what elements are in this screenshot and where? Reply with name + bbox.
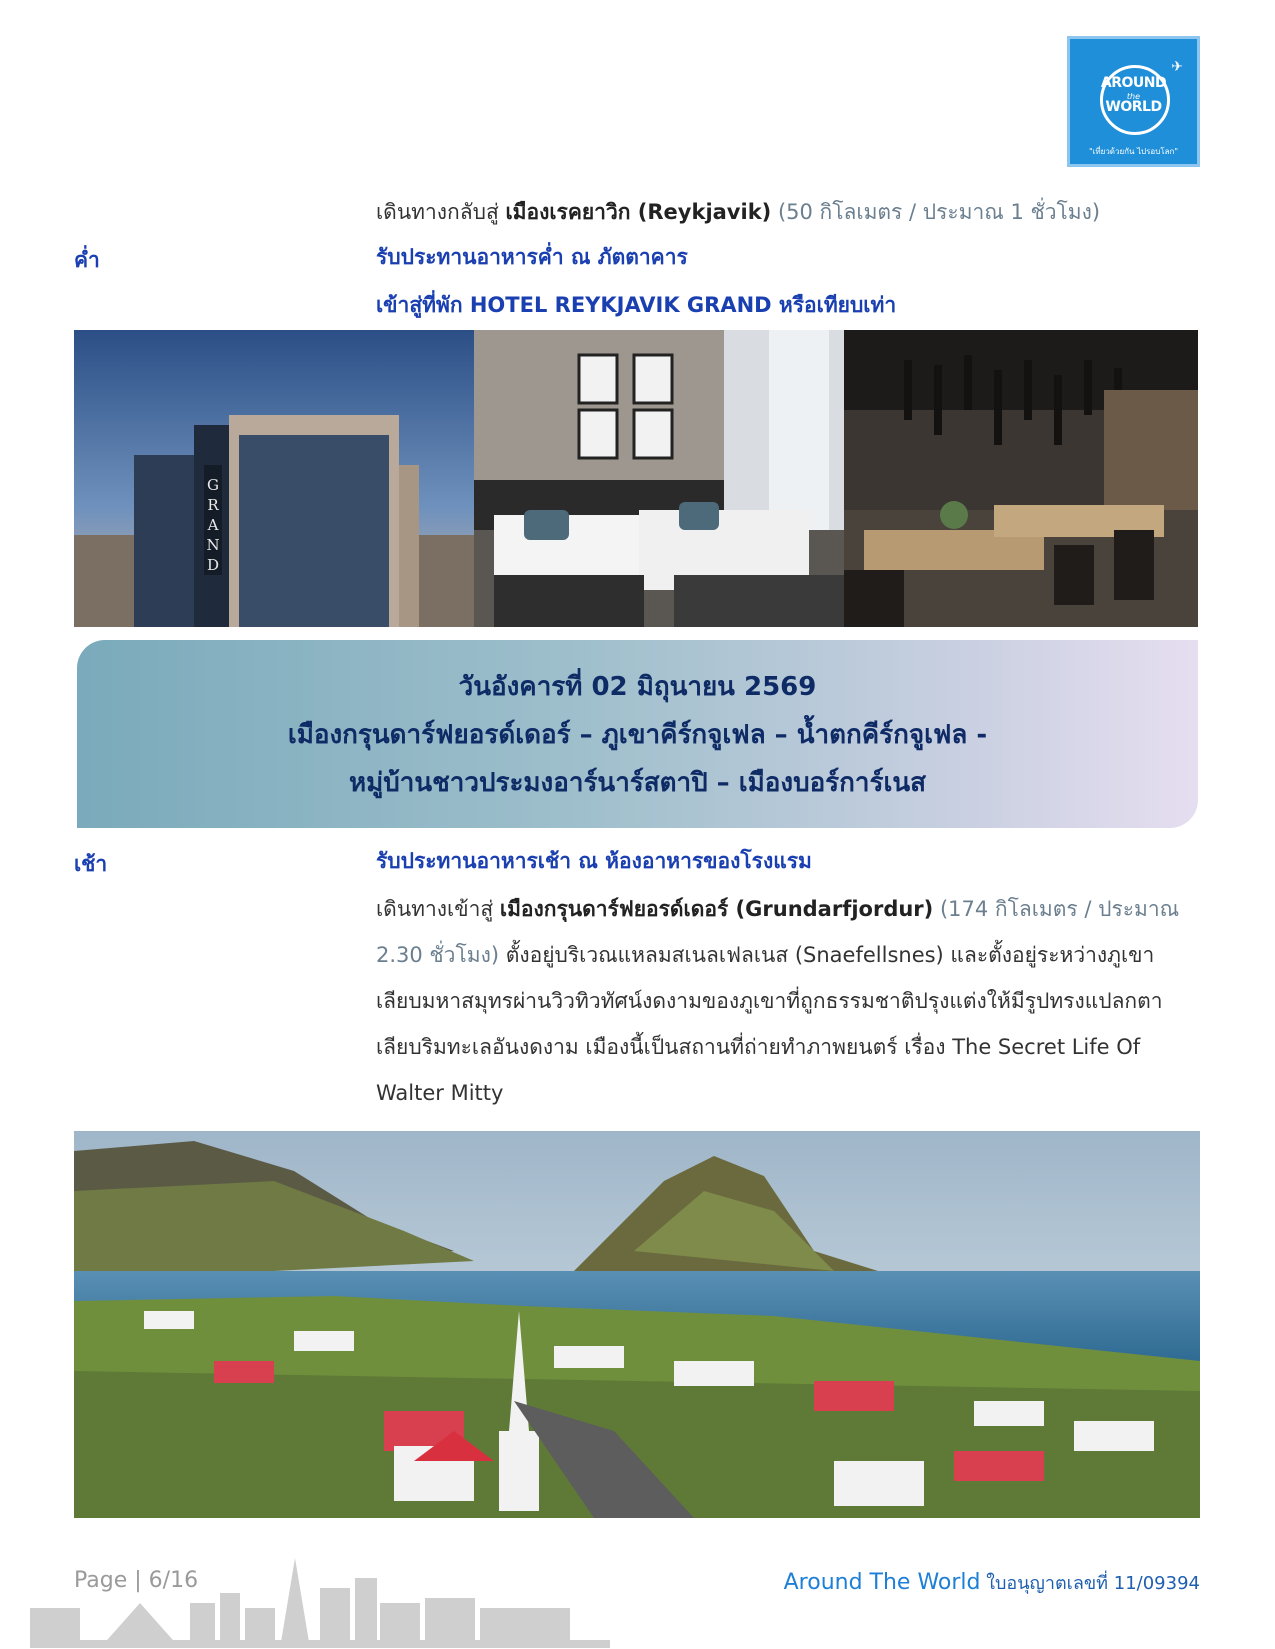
morning-label: เช้า [74,852,108,876]
travel-distance: (50 กิโลเมตร / ประมาณ 1 ชั่วโมง) [771,200,1101,224]
day-date: วันอังคารที่ 02 มิถุนายน 2569 [458,672,817,702]
para-prefix: เดินทางเข้าสู่ [376,897,500,921]
hotel-room-photo [474,330,844,627]
travel-prefix: เดินทางกลับสู่ [376,200,506,224]
paragraph-line: เลียบมหาสมุทรผ่านวิวทิวทัศน์งดงามของภูเขาที่ถูกธรรมชาติปรุงแต่งให้มีรูปทรงแปลกตา [376,989,1163,1013]
hotel-sign-letter: D [206,556,220,574]
hotel-sign-letter: A [207,516,219,534]
para-distance-2: 2.30 ชั่วโมง) [376,943,500,967]
logo-text-the: the [1126,92,1141,101]
city-skyline-decoration [30,1548,610,1648]
logo-text-around: AROUND [1100,75,1167,91]
day-route-line-2: หมู่บ้านชาวประมงอาร์นาร์สตาปิ – เมืองบอร์การ์เนส [348,768,926,798]
logo-tagline: "เที่ยวด้วยกัน ไปรอบโลก" [1088,147,1179,156]
footer-brand-name: Around The World [783,1570,981,1595]
page-number: Page | 6/16 [74,1568,199,1593]
airplane-icon: ✈ [1171,59,1183,75]
return-travel-line [376,197,1100,227]
footer-license: ใบอนุญาตเลขที่ 11/09394 [980,1573,1200,1594]
hotel-restaurant-photo [844,330,1198,627]
hotel-photo-strip [74,330,1198,627]
breakfast-text: รับประทานอาหารเช้า ณ ห้องอาหารของโรงแรม [376,849,812,873]
dinner-text: รับประทานอาหารค่ำ ณ ภัตตาคาร [376,245,688,269]
footer-brand [784,1568,1200,1597]
paragraph-line [376,932,1200,978]
para-city: เมืองกรุนดาร์ฟยอรด์เดอร์ (Grundarfjordur) [499,897,934,921]
hotel-sign-letter: N [206,536,220,554]
logo-text-world: WORLD [1105,99,1162,115]
hotel-sign-letter: G [207,476,219,494]
para-distance-1: (174 กิโลเมตร / ประมาณ [933,897,1180,921]
paragraph-line: Walter Mitty [376,1081,504,1105]
travel-city: เมืองเรคยาวิก (Reykjavik) [505,200,772,224]
morning-paragraph [376,886,1200,1116]
hotel-sign-letter: R [207,496,219,514]
grundarfjordur-photo [74,1131,1200,1518]
paragraph-line [376,886,1200,932]
day-banner [77,640,1198,828]
dinner-label: ค่ำ [74,248,100,272]
para-line-2-rest: ตั้งอยู่บริเวณแหลมสเนลเฟลเนส (Snaefellsnes) และตั้งอยู่ระหว่างภูเขา [499,943,1155,967]
hotel-exterior-photo [74,330,474,627]
hotel-text: เข้าสู่ที่พัก HOTEL REYKJAVIK GRAND หรือเทียบเท่า [376,293,897,317]
day-route-line-1: เมืองกรุนดาร์ฟยอรด์เดอร์ – ภูเขาคีร์กจูเฟล – น้ำตกคีร์กจูเฟล - [287,720,988,750]
paragraph-line: เลียบริมทะเลอันงดงาม เมืองนี้เป็นสถานที่ถ่ายทำภาพยนตร์ เรื่อง The Secret Life Of [376,1035,1141,1059]
company-logo [1067,36,1200,167]
